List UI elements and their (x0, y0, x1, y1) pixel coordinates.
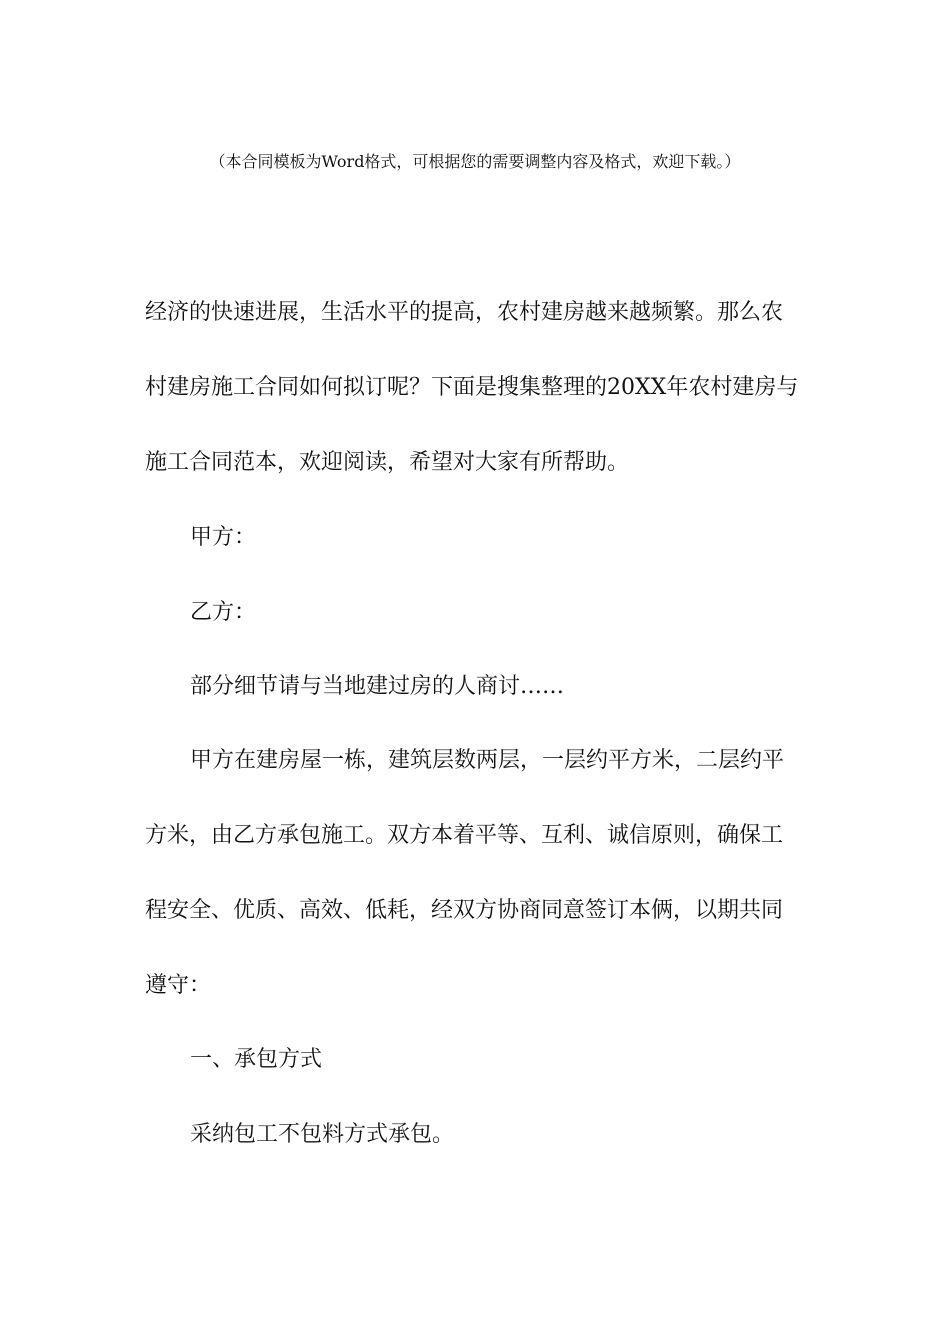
intro-line-1: 经济的快速进展，生活水平的提高，农村建房越来越频繁。那么农 (145, 300, 784, 325)
detail-note: 部分细节请与当地建过房的人商讨…… (190, 674, 565, 699)
intro-line-2: 村建房施工合同如何拟订呢？下面是搜集整理的20XX年农村建房与 (145, 375, 799, 400)
section-1-title: 一、承包方式 (190, 1047, 323, 1072)
body-line-2: 方米，由乙方承包施工。双方本着平等、互利、诚信原则，确保工 (145, 823, 784, 848)
section-1-text: 采纳包工不包料方式承包。 (190, 1122, 455, 1147)
body-line-1: 甲方在建房屋一栋，建筑层数两层，一层约平方米，二层约平 (190, 748, 785, 773)
party-b-label: 乙方： (190, 600, 257, 625)
template-note: （本合同模板为Word格式，可根据您的需要调整内容及格式，欢迎下载。） (209, 152, 741, 171)
body-line-4: 遵守： (145, 973, 212, 998)
body-line-3: 程安全、优质、高效、低耗，经双方协商同意签订本俩，以期共同 (145, 898, 784, 923)
party-a-label: 甲方： (190, 525, 257, 550)
intro-line-3: 施工合同范本，欢迎阅读，希望对大家有所帮助。 (145, 450, 630, 475)
